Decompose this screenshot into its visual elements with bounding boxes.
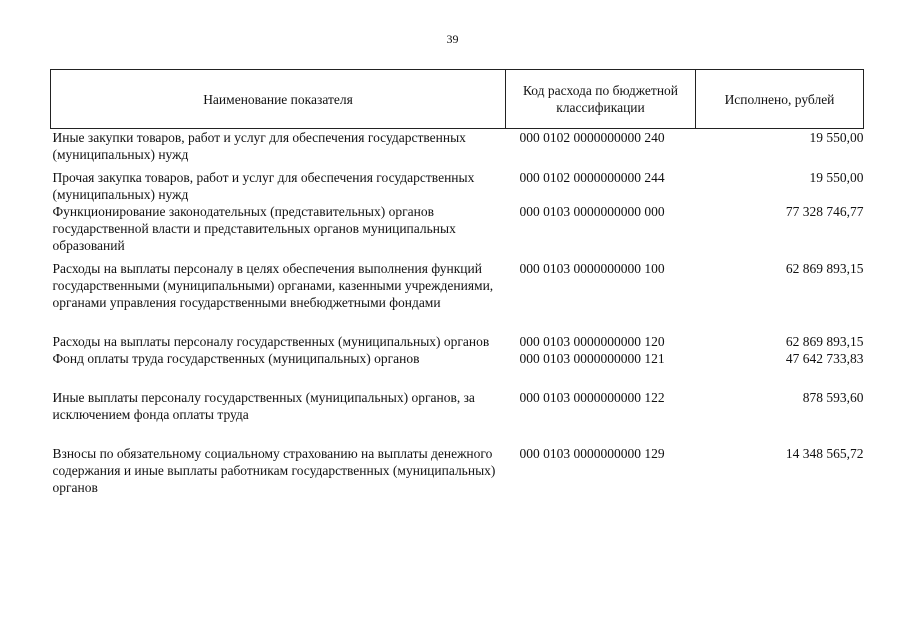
table-row [51, 254, 864, 311]
header-indicator-name: Наименование показателя [51, 70, 506, 129]
row-code: 000 0103 0000000000 100 [519, 261, 665, 276]
row-code: 000 0103 0000000000 120 [519, 334, 665, 349]
table-body [51, 129, 864, 497]
row-code: 000 0102 0000000000 244 [519, 170, 665, 185]
header-executed-amount: Исполнено, рублей [696, 70, 864, 129]
row-amount: 77 328 746,77 [785, 204, 864, 219]
row-amount: 878 593,60 [802, 390, 864, 405]
header-budget-code: Код расхода по бюджетной классификации [506, 70, 696, 129]
row-code: 000 0102 0000000000 240 [519, 130, 665, 145]
row-code: 000 0103 0000000000 000 [519, 204, 665, 219]
row-code: 000 0103 0000000000 121 [519, 351, 665, 366]
row-name: Расходы на выплаты персоналу государственных (муниципальных) органов [52, 334, 490, 349]
table-row [51, 129, 864, 164]
row-amount: 19 550,00 [809, 170, 864, 185]
row-amount: 19 550,00 [809, 130, 864, 145]
row-name: Фонд оплаты труда государственных (муниципальных) органов [52, 351, 420, 366]
row-name: Иные выплаты персоналу государственных (муниципальных) органов, за исключением фонда оплаты труда [52, 390, 475, 422]
table-row [51, 163, 864, 203]
expenditure-table [50, 69, 864, 496]
table-header [51, 70, 864, 129]
row-amount: 62 869 893,15 [785, 334, 864, 349]
row-amount: 14 348 565,72 [785, 446, 864, 461]
table-row [51, 367, 864, 423]
table-row [51, 311, 864, 350]
row-code: 000 0103 0000000000 129 [519, 446, 665, 461]
row-name: Расходы на выплаты персоналу в целях обеспечения выполнения функций государственными (муниципальными) органами, казенными учреждениями, органами управления государственными внебюджетными фондами [52, 261, 494, 310]
table-row [51, 423, 864, 496]
table-row [51, 203, 864, 254]
row-name: Иные закупки товаров, работ и услуг для обеспечения государственных (муниципальных) нужд [52, 130, 466, 162]
header-row [51, 70, 864, 129]
row-code: 000 0103 0000000000 122 [519, 390, 665, 405]
row-amount: 47 642 733,83 [785, 351, 864, 366]
row-amount: 62 869 893,15 [785, 261, 864, 276]
row-name: Функционирование законодательных (представительных) органов государственной власти и представительных органов муниципальных образований [52, 204, 456, 253]
table-row [51, 350, 864, 367]
row-name: Взносы по обязательному социальному страхованию на выплаты денежного содержания и иные выплаты работникам государственных (муниципальных) органов [52, 446, 496, 495]
page-number: 39 [446, 32, 459, 46]
row-name: Прочая закупка товаров, работ и услуг для обеспечения государственных (муниципальных) нужд [52, 170, 475, 202]
